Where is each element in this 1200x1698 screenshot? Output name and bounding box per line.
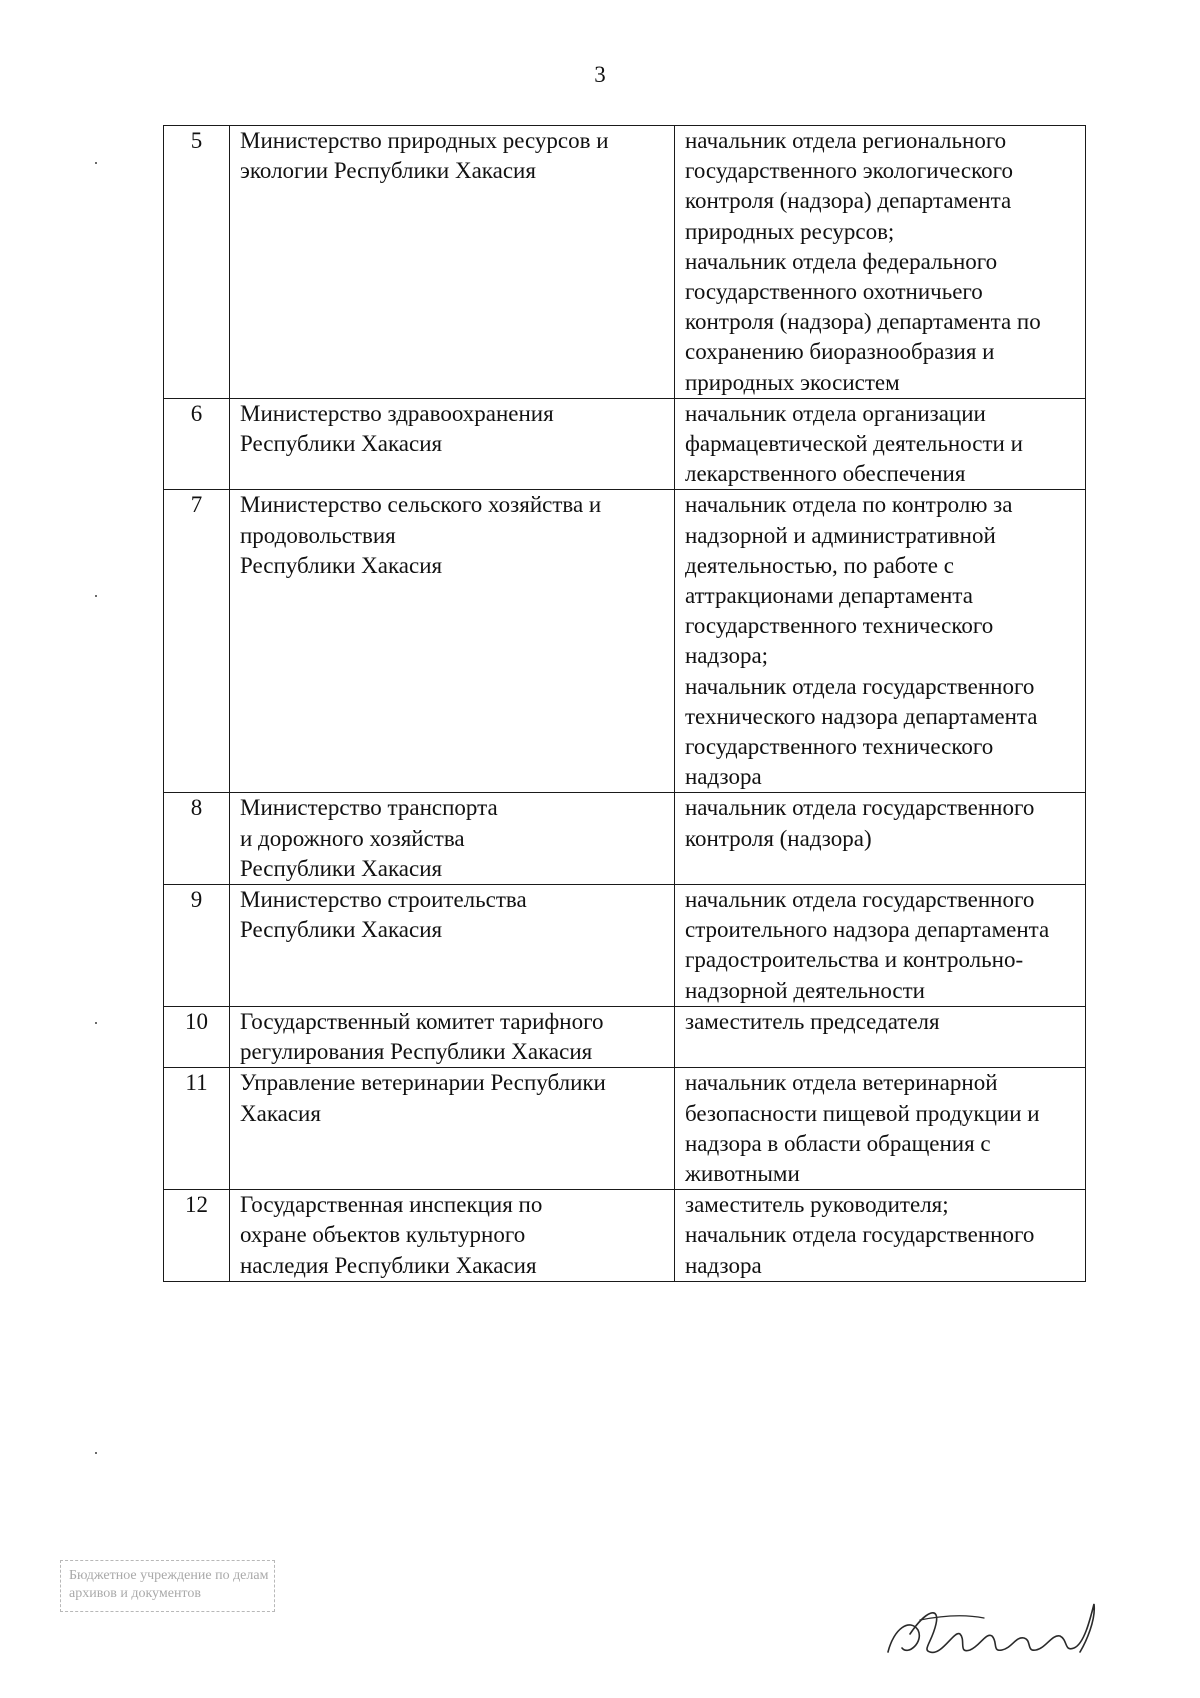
row-number: 8 (164, 793, 230, 885)
organization-cell: Министерство транспорта и дорожного хозяйства Республики Хакасия (230, 793, 675, 885)
row-number: 6 (164, 398, 230, 490)
table-row (164, 398, 1086, 490)
stamp-line: Бюджетное учреждение по делам (69, 1568, 269, 1583)
table-row (164, 1068, 1086, 1190)
page-number: 3 (594, 62, 606, 87)
margin-mark (95, 595, 97, 597)
position-cell: заместитель руководителя; начальник отдела государственного надзора (675, 1190, 1086, 1282)
row-number: 12 (164, 1190, 230, 1282)
signature-stroke (920, 1616, 984, 1620)
row-number: 10 (164, 1006, 230, 1067)
table-row (164, 793, 1086, 885)
position-cell: начальник отдела регионального государственного экологического контроля (надзора) департамента природных ресурсов; начальник отдела федерального государственного охотничьего контроля (надзора) департамента по сохранению биоразнообразия и природных экосистем (675, 126, 1086, 399)
margin-mark (95, 1452, 97, 1454)
organization-cell: Управление ветеринарии Республики Хакасия (230, 1068, 675, 1190)
margin-mark (95, 1022, 97, 1024)
organization-cell: Государственная инспекция по охране объектов культурного наследия Республики Хакасия (230, 1190, 675, 1282)
row-number: 9 (164, 885, 230, 1007)
organization-cell: Министерство сельского хозяйства и продовольствия Республики Хакасия (230, 490, 675, 793)
position-cell: начальник отдела ветеринарной безопасности пищевой продукции и надзора в области обращения с животными (675, 1068, 1086, 1190)
position-cell: заместитель председателя (675, 1006, 1086, 1067)
signature-stroke (888, 1604, 1094, 1652)
position-cell: начальник отдела государственного строительного надзора департамента градостроительства и контрольно- надзорной деятельности (675, 885, 1086, 1007)
row-number: 11 (164, 1068, 230, 1190)
organization-cell: Министерство природных ресурсов и экологии Республики Хакасия (230, 126, 675, 399)
position-cell: начальник отдела государственного контроля (надзора) (675, 793, 1086, 885)
margin-mark (95, 162, 97, 164)
table-row (164, 490, 1086, 793)
row-number: 7 (164, 490, 230, 793)
archive-stamp (60, 1560, 275, 1612)
officials-table (163, 125, 1086, 1282)
signature (880, 1590, 1110, 1670)
table-row (164, 885, 1086, 1007)
position-cell: начальник отдела по контролю за надзорной и административной деятельностью, по работе с аттракционами департамента государственного технического надзора; начальник отдела государственного технического надзора департамента государственного технического надзора (675, 490, 1086, 793)
organization-cell: Министерство здравоохранения Республики Хакасия (230, 398, 675, 490)
table-row (164, 1006, 1086, 1067)
table-row (164, 126, 1086, 399)
table-row (164, 1190, 1086, 1282)
position-cell: начальник отдела организации фармацевтической деятельности и лекарственного обеспечения (675, 398, 1086, 490)
organization-cell: Государственный комитет тарифного регулирования Республики Хакасия (230, 1006, 675, 1067)
organization-cell: Министерство строительства Республики Хакасия (230, 885, 675, 1007)
stamp-line: архивов и документов (69, 1586, 201, 1601)
row-number: 5 (164, 126, 230, 399)
